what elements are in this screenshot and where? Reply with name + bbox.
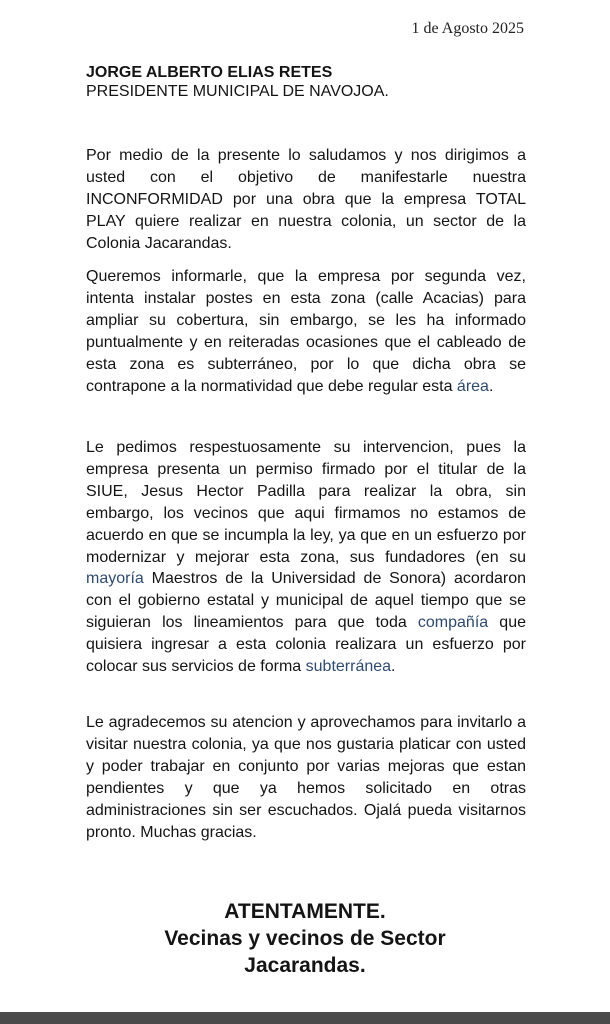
closing-signature [0,898,610,979]
paragraph-2-end: . [488,377,494,395]
paragraph-3-end: . [391,658,396,676]
paragraph-1: Por medio de la presente lo saludamos y nos dirigimos a usted con el objetivo de manifestarle nuestra INCONFORMIDAD por una obra que la empresa TOTAL PLAY quiere realizar en nuestra colonia, un sector de la Colonia Jacarandas. [86,147,526,252]
paragraph-2-text: Queremos informarle, que la empresa por segunda vez, intenta instalar postes en esta zona (calle Acacias) para ampliar su cobertura, sin embargo, se les ha informado puntualmente y en reiteradas ocasiones que el cableado de esta zona es subterráneo, por lo que dicha obra se contrapone a la normatividad que debe regular esta [86,268,526,395]
recipient-name: JORGE ALBERTO ELIAS RETES [86,64,333,81]
recipient-title: PRESIDENTE MUNICIPAL DE NAVOJOA. [86,83,389,100]
closing-line-1: ATENTAMENTE. [224,900,386,923]
paragraph-2 [86,266,526,397]
highlighted-word-compania: compañía [417,614,489,632]
paragraph-3-text-c: que quisiera ingresar a esta colonia realizara un esfuerzo por colocar sus servicios de forma [86,614,527,676]
paragraph-3-text-b: Maestros de la Universidad de Sonora) acordaron con el gobierno estatal y municipal de aquel tiempo que se siguieran los lineamientos para que toda [86,570,526,632]
highlighted-word-area: área [456,377,489,395]
closing-line-3: Jacarandas. [244,954,366,977]
paragraph-4: Le agradecemos su atencion y aprovechamos para invitarlo a visitar nuestra colonia, ya que nos gustaria platicar con usted y poder trabajar en conjunto por varias mejoras que estan pendientes y que ya hemos solicitado en otras administraciones sin ser escuchados. Ojalá pueda visitarnos pronto. Muchas gracias. [86,714,526,841]
highlighted-word-mayoria: mayoría [86,570,144,588]
paragraph-3-text-a: Le pedimos respestuosamente su intervencion, pues la empresa presenta un permiso firmado por el titular de la SIUE, Jesus Hector Padilla para realizar la obra, sin embargo, los vecinos que aqui firmamos no estamos de acuerdo en que se incumpla la ley, ya que en un esfuerzo por modernizar y mejorar esta zona, sus fundadores (en su [86,439,526,566]
highlighted-word-subterranea: subterránea [305,658,392,676]
recipient-block [86,63,389,101]
paragraph-3 [86,437,526,678]
bottom-bar [0,1012,610,1024]
closing-line-2: Vecinas y vecinos de Sector [164,927,446,950]
letter-date: 1 de Agosto 2025 [411,20,524,37]
